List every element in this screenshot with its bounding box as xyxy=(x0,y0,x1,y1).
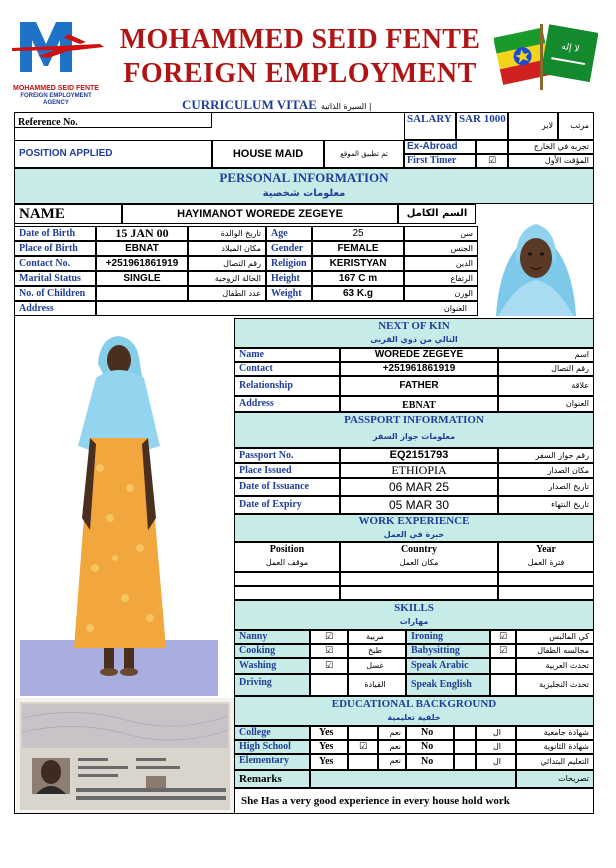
edu-high-no: No xyxy=(421,741,434,752)
edu-college-ar: شهادة جامعية xyxy=(543,728,589,737)
first-timer-label: First Timer xyxy=(407,155,457,166)
passport-issue-label: Date of Issuance xyxy=(239,481,309,492)
kin-address-value-cell xyxy=(340,396,498,412)
kin-name-ar: اسم xyxy=(574,350,589,359)
salary-ar: مرتب xyxy=(570,121,589,130)
work-col-position-label: Position xyxy=(269,544,305,555)
edu-high-label: High School xyxy=(239,741,291,752)
religion-label-cell xyxy=(266,256,312,271)
weight-value: 63 K.g xyxy=(342,288,373,299)
skill-cooking-ar: طبخ xyxy=(368,646,382,655)
education-title: EDUCATIONAL BACKGROUND xyxy=(331,698,497,710)
children-label: No. of Children xyxy=(19,288,86,299)
skill-ironing-ar: كي المالبس xyxy=(549,632,589,641)
contact-label: Contact No. xyxy=(19,258,71,269)
agency-title-line-1: MOHAMMED SEID FENTE xyxy=(119,24,481,55)
passport-place-value: ETHIOPIA xyxy=(391,463,447,477)
edu-high-yes-check[interactable] xyxy=(348,740,378,754)
skill-english-label: Speak English xyxy=(411,679,472,690)
kin-rel-label: Relationship xyxy=(239,380,293,391)
salary-value: SAR 1000 xyxy=(459,113,506,125)
kin-name-label: Name xyxy=(239,349,264,360)
passport-issue-ar: تاريخ الصدار xyxy=(548,482,589,491)
edu-high-ar-cell xyxy=(516,740,594,754)
logo-text-2: FOREIGN EMPLOYMENT xyxy=(20,93,92,99)
kin-rel-value: FATHER xyxy=(399,380,439,391)
edu-elem-no-ar-cell xyxy=(476,754,516,770)
skill-washing-cell xyxy=(234,658,310,674)
remarks-label-cell xyxy=(234,770,310,788)
passport-scan-photo xyxy=(16,698,234,814)
edu-college-yes-ar-cell xyxy=(378,726,406,740)
skills-header xyxy=(234,600,594,630)
pob-label: Place of Birth xyxy=(19,243,78,254)
ex-abroad-cell xyxy=(404,140,476,154)
skill-washing-ar-cell xyxy=(348,658,406,674)
education-title-ar: خلفية تعليمية xyxy=(387,713,441,722)
edu-high-cell xyxy=(234,740,310,754)
dob-value: 15 JAN 00 xyxy=(115,226,169,240)
skills-title-ar: مهارات xyxy=(399,617,429,626)
skill-arabic-label: Speak Arabic xyxy=(411,660,469,671)
religion-ar: الدين xyxy=(455,259,473,268)
passport-expiry-ar-cell xyxy=(498,496,594,514)
kin-rel-value-cell xyxy=(340,376,498,396)
work-col-year-label: Year xyxy=(536,544,556,555)
ex-abroad-check-cell[interactable] xyxy=(476,140,508,154)
remarks-ar: تصريحات xyxy=(558,774,589,783)
skill-babysitting-cell xyxy=(406,644,490,658)
passport-issue-label-cell xyxy=(234,478,340,496)
edu-college-yes-ar: نعم xyxy=(389,728,401,737)
position-value-cell xyxy=(212,140,324,168)
skill-driving-cell xyxy=(234,674,310,696)
work-title: WORK EXPERIENCE xyxy=(358,515,470,527)
gender-value-cell xyxy=(312,241,404,256)
passport-place-label: Place Issued xyxy=(239,465,292,476)
kin-rel-ar: علاقة xyxy=(571,381,589,390)
edu-elem-no-ar: ال xyxy=(492,757,501,766)
edu-elem-no-check[interactable] xyxy=(454,754,476,770)
marital-ar: الحالة الزوجية xyxy=(214,274,261,283)
salary-label: SALARY xyxy=(407,113,452,125)
passport-place-ar-cell xyxy=(498,463,594,478)
passport-issue-value-cell xyxy=(340,478,498,496)
age-value-cell xyxy=(312,226,404,241)
skill-cooking-checkbox[interactable]: ☑ xyxy=(324,646,334,656)
passport-issue-value: 06 MAR 25 xyxy=(388,480,450,494)
edu-elem-ar: التعليم البتدائي xyxy=(540,757,589,766)
contact-value-cell xyxy=(96,256,188,271)
passport-no-ar-cell xyxy=(498,448,594,463)
cv-title-row xyxy=(182,96,402,114)
passport-expiry-label-cell xyxy=(234,496,340,514)
dob-ar: تاريخ الوالدة xyxy=(220,229,261,238)
edu-college-yes-cell xyxy=(310,726,348,740)
edu-high-yes-cell xyxy=(310,740,348,754)
address-label-cell xyxy=(14,301,96,316)
portrait-photo-small xyxy=(478,206,594,316)
work-row-2-country xyxy=(340,586,498,600)
pob-ar: مكان الميلاد xyxy=(221,244,261,253)
passport-place-label-cell xyxy=(234,463,340,478)
kin-address-value: EBNAT xyxy=(402,400,436,411)
work-row-1-position xyxy=(234,572,340,586)
passport-place-ar: مكان الصدار xyxy=(547,466,589,475)
skill-cooking-ar-cell xyxy=(348,644,406,658)
gender-value: FEMALE xyxy=(337,243,379,254)
skill-ironing-ar-cell xyxy=(516,630,594,644)
edu-high-yes-ar-cell xyxy=(378,740,406,754)
passport-no-ar: رقم جواز السفر xyxy=(535,451,589,460)
edu-high-no-cell xyxy=(406,740,454,754)
personal-info-title: PERSONAL INFORMATION xyxy=(219,170,389,185)
marital-label: Marital Status xyxy=(19,273,81,284)
pob-value: EBNAT xyxy=(125,243,159,254)
remarks-spacer xyxy=(310,770,516,788)
age-label: Age xyxy=(271,228,288,239)
edu-elem-yes-cell xyxy=(310,754,348,770)
age-value: 25 xyxy=(352,228,364,239)
marital-value: SINGLE xyxy=(123,273,161,284)
skill-arabic-ar-cell xyxy=(516,658,594,674)
skill-washing-ar: غسل xyxy=(366,661,384,670)
age-label-cell xyxy=(266,226,312,241)
skill-babysitting-checkbox[interactable]: ☑ xyxy=(498,646,508,656)
first-timer-check-cell[interactable] xyxy=(476,154,508,168)
position-ar-cell xyxy=(324,140,404,168)
edu-college-ar-cell xyxy=(516,726,594,740)
age-ar: سن xyxy=(460,229,473,238)
skill-ironing-cell xyxy=(406,630,490,644)
kin-contact-value-cell xyxy=(340,362,498,376)
name-ar-cell xyxy=(398,204,476,224)
position-label-cell xyxy=(14,140,212,168)
skill-babysitting-ar: مجالسه الطفال xyxy=(537,646,589,655)
kin-name-value-cell xyxy=(340,348,498,362)
skill-driving-ar-cell xyxy=(348,674,406,696)
name-label-cell xyxy=(14,204,122,224)
edu-elem-no: No xyxy=(421,756,434,767)
passport-expiry-ar: تاريخ النتهاء xyxy=(551,500,589,509)
work-col-country-ar: مكان العمل xyxy=(399,558,439,567)
edu-college-yes: Yes xyxy=(319,727,334,738)
skill-washing-check-cell[interactable] xyxy=(310,658,348,674)
ex-abroad-ar-cell xyxy=(508,140,594,154)
flags-icon xyxy=(494,18,598,94)
first-timer-checkbox[interactable]: ☑ xyxy=(487,156,497,166)
edu-elem-yes-ar: نعم xyxy=(389,756,401,765)
skill-nanny-check-cell[interactable] xyxy=(310,630,348,644)
edu-high-yes-checkbox[interactable]: ☑ xyxy=(358,742,368,752)
kin-contact-label-cell xyxy=(234,362,340,376)
passport-title: PASSPORT INFORMATION xyxy=(344,414,484,426)
gender-ar-cell xyxy=(404,241,478,256)
kin-contact-value: +251961861919 xyxy=(382,363,456,374)
kin-name-value: WOREDE ZEGEYE xyxy=(374,349,464,360)
dob-ar-cell xyxy=(188,226,266,241)
edu-college-label: College xyxy=(239,727,271,738)
edu-elem-yes-ar-cell xyxy=(378,754,406,770)
passport-title-ar: معلومات جواز السفر xyxy=(372,432,456,441)
kin-contact-ar-cell xyxy=(498,362,594,376)
cv-title-ar: السيرة الذاتية | xyxy=(320,102,372,111)
edu-college-no-ar-cell xyxy=(476,726,516,740)
height-label-cell xyxy=(266,271,312,286)
edu-high-yes-ar: نعم xyxy=(389,742,401,751)
kin-address-ar-cell xyxy=(498,396,594,412)
position-label: POSITION APPLIED xyxy=(19,148,113,159)
name-ar: السم الكامل xyxy=(406,208,468,219)
name-value-cell xyxy=(122,204,398,224)
religion-value: KERISTYAN xyxy=(329,258,387,269)
passport-header xyxy=(234,412,594,448)
kin-address-label-cell xyxy=(234,396,340,412)
dob-label-cell xyxy=(14,226,96,241)
skill-english-ar-cell xyxy=(516,674,594,696)
remarks-ar-cell xyxy=(516,770,594,788)
contact-value: +251961861919 xyxy=(105,258,179,269)
edu-college-no-cell xyxy=(406,726,454,740)
reference-label: Reference No. xyxy=(18,117,78,128)
skill-arabic-cell xyxy=(406,658,490,674)
skill-cooking-label: Cooking xyxy=(239,645,276,656)
kin-rel-ar-cell xyxy=(498,376,594,396)
address-ar: العنوان xyxy=(443,304,467,313)
skill-arabic-check-cell[interactable] xyxy=(490,658,516,674)
edu-elem-label: Elementary xyxy=(239,755,289,766)
work-row-1-year xyxy=(498,572,594,586)
reference-field[interactable] xyxy=(14,112,212,128)
gender-label-cell xyxy=(266,241,312,256)
salary-currency: لاير xyxy=(541,121,553,130)
passport-no-label-cell xyxy=(234,448,340,463)
next-of-kin-header xyxy=(234,318,594,348)
work-row-1-country xyxy=(340,572,498,586)
skill-arabic-ar: تحدث العربية xyxy=(545,661,589,670)
skill-cooking-cell xyxy=(234,644,310,658)
edu-college-no-check[interactable] xyxy=(454,726,476,740)
work-col-position xyxy=(234,542,340,572)
weight-ar: الوزن xyxy=(454,289,473,298)
remarks-label: Remarks xyxy=(239,773,282,785)
edu-college-no-ar: ال xyxy=(492,728,501,737)
skill-nanny-label: Nanny xyxy=(239,631,268,642)
skill-driving-check-cell[interactable] xyxy=(310,674,348,696)
religion-value-cell xyxy=(312,256,404,271)
dob-label: Date of Birth xyxy=(19,228,76,239)
weight-value-cell xyxy=(312,286,404,301)
pob-value-cell xyxy=(96,241,188,256)
passport-no-value: EQ2151793 xyxy=(389,449,449,461)
personal-info-header xyxy=(14,168,594,204)
height-ar: الرتفاع xyxy=(450,274,473,283)
skill-nanny-checkbox[interactable]: ☑ xyxy=(324,632,334,642)
marital-label-cell xyxy=(14,271,96,286)
children-ar: عدد الطفال xyxy=(222,289,261,298)
name-value: HAYIMANOT WOREDE ZEGEYE xyxy=(177,208,343,220)
skill-ironing-checkbox[interactable]: ☑ xyxy=(498,632,508,642)
education-header xyxy=(234,696,594,726)
skill-washing-label: Washing xyxy=(239,660,277,671)
work-row-2-position xyxy=(234,586,340,600)
gender-label: Gender xyxy=(271,243,304,254)
skill-ironing-check-cell[interactable] xyxy=(490,630,516,644)
skill-nanny-ar-cell xyxy=(348,630,406,644)
edu-high-ar: شهادة الثانوية xyxy=(543,742,589,751)
work-col-year-ar: فترة العمل xyxy=(527,558,565,567)
kin-contact-ar: رقم التصال xyxy=(551,364,589,373)
weight-label: Weight xyxy=(271,288,302,299)
kin-contact-label: Contact xyxy=(239,363,273,374)
contact-ar: رقم التصال xyxy=(223,259,261,268)
height-ar-cell xyxy=(404,271,478,286)
passport-expiry-value: 05 MAR 30 xyxy=(388,498,450,512)
edu-elem-yes-check[interactable] xyxy=(348,754,378,770)
address-value-cell xyxy=(96,301,478,316)
pob-label-cell xyxy=(14,241,96,256)
remarks-text: She Has a very good experience in every house hold work xyxy=(241,795,510,807)
skill-driving-ar: القيادة xyxy=(364,680,386,689)
work-col-country xyxy=(340,542,498,572)
salary-label-cell xyxy=(404,112,456,140)
remarks-text-cell xyxy=(234,788,594,814)
edu-high-no-ar: ال xyxy=(492,742,501,751)
edu-elem-ar-cell xyxy=(516,754,594,770)
next-of-kin-title-ar: التالي من ذوي القربى xyxy=(370,335,458,344)
work-experience-header xyxy=(234,514,594,542)
children-ar-cell xyxy=(188,286,266,301)
first-timer-ar-cell xyxy=(508,154,594,168)
skill-driving-label: Driving xyxy=(239,677,272,688)
salary-value-cell xyxy=(456,112,508,140)
next-of-kin-title: NEXT OF KIN xyxy=(378,320,450,332)
address-label: Address xyxy=(19,303,54,314)
children-value-cell xyxy=(96,286,188,301)
work-row-2-year xyxy=(498,586,594,600)
height-label: Height xyxy=(271,273,300,284)
skill-english-ar: تحدث النجليزية xyxy=(539,680,589,689)
logo-text-1: MOHAMMED SEID FENTE xyxy=(13,85,99,92)
name-label: NAME xyxy=(19,206,65,222)
kin-name-label-cell xyxy=(234,348,340,362)
personal-info-title-ar: معلومات شخصية xyxy=(262,188,346,199)
skill-babysitting-ar-cell xyxy=(516,644,594,658)
work-col-year xyxy=(498,542,594,572)
skill-washing-checkbox[interactable]: ☑ xyxy=(324,661,334,671)
marital-value-cell xyxy=(96,271,188,286)
skill-nanny-ar: مربية xyxy=(366,632,384,641)
agency-title-line-2: FOREIGN EMPLOYMENT xyxy=(123,58,477,89)
skill-ironing-label: Ironing xyxy=(411,631,444,642)
work-col-country-label: Country xyxy=(400,544,438,555)
passport-no-value-cell xyxy=(340,448,498,463)
kin-rel-label-cell xyxy=(234,376,340,396)
skill-nanny-cell xyxy=(234,630,310,644)
kin-name-ar-cell xyxy=(498,348,594,362)
edu-high-no-check[interactable] xyxy=(454,740,476,754)
passport-expiry-label: Date of Expiry xyxy=(239,499,302,510)
marital-ar-cell xyxy=(188,271,266,286)
full-body-photo xyxy=(20,318,218,696)
skill-babysitting-check-cell[interactable] xyxy=(490,644,516,658)
weight-ar-cell xyxy=(404,286,478,301)
edu-high-yes: Yes xyxy=(319,741,334,752)
skills-title: SKILLS xyxy=(394,602,434,614)
edu-high-no-ar-cell xyxy=(476,740,516,754)
contact-label-cell xyxy=(14,256,96,271)
kin-address-ar: العنوان xyxy=(565,399,589,408)
pob-ar-cell xyxy=(188,241,266,256)
ex-abroad-ar: تجربه في الخارج xyxy=(533,142,589,151)
contact-ar-cell xyxy=(188,256,266,271)
skill-babysitting-label: Babysitting xyxy=(411,645,460,656)
ex-abroad-label: Ex-Abroad xyxy=(407,141,458,152)
skill-cooking-check-cell[interactable] xyxy=(310,644,348,658)
gender-ar: الجنس xyxy=(450,244,473,253)
height-value-cell xyxy=(312,271,404,286)
salary-currency-cell xyxy=(508,112,558,140)
passport-place-value-cell xyxy=(340,463,498,478)
dob-value-cell xyxy=(96,226,188,241)
passport-no-label: Passport No. xyxy=(239,450,294,461)
weight-label-cell xyxy=(266,286,312,301)
religion-label: Religion xyxy=(271,258,307,269)
cv-title: CURRICULUM VITAE xyxy=(182,97,317,112)
svg-text:لا إله: لا إله xyxy=(560,41,581,55)
age-ar-cell xyxy=(404,226,478,241)
first-timer-ar: المؤقت الأول xyxy=(544,156,589,165)
passport-expiry-value-cell xyxy=(340,496,498,514)
height-value: 167 C m xyxy=(338,273,378,284)
passport-issue-ar-cell xyxy=(498,478,594,496)
edu-elem-cell xyxy=(234,754,310,770)
edu-elem-no-cell xyxy=(406,754,454,770)
position-value: HOUSE MAID xyxy=(232,148,304,160)
salary-ar-cell xyxy=(558,112,594,140)
kin-address-label: Address xyxy=(239,398,274,409)
work-col-position-ar: موقف العمل xyxy=(265,558,309,567)
skill-english-cell xyxy=(406,674,490,696)
religion-ar-cell xyxy=(404,256,478,271)
edu-elem-yes: Yes xyxy=(319,756,334,767)
logo-text-3: AGENCY xyxy=(43,100,69,106)
children-label-cell xyxy=(14,286,96,301)
position-ar: تم تطبيق الموقع xyxy=(340,150,388,158)
edu-college-yes-check[interactable] xyxy=(348,726,378,740)
edu-college-no: No xyxy=(421,727,434,738)
edu-college-cell xyxy=(234,726,310,740)
first-timer-cell xyxy=(404,154,476,168)
skill-english-check-cell[interactable] xyxy=(490,674,516,696)
work-title-ar: خبرة في العمل xyxy=(383,530,445,539)
agency-logo xyxy=(8,14,104,106)
airplane-m-icon xyxy=(8,14,104,80)
